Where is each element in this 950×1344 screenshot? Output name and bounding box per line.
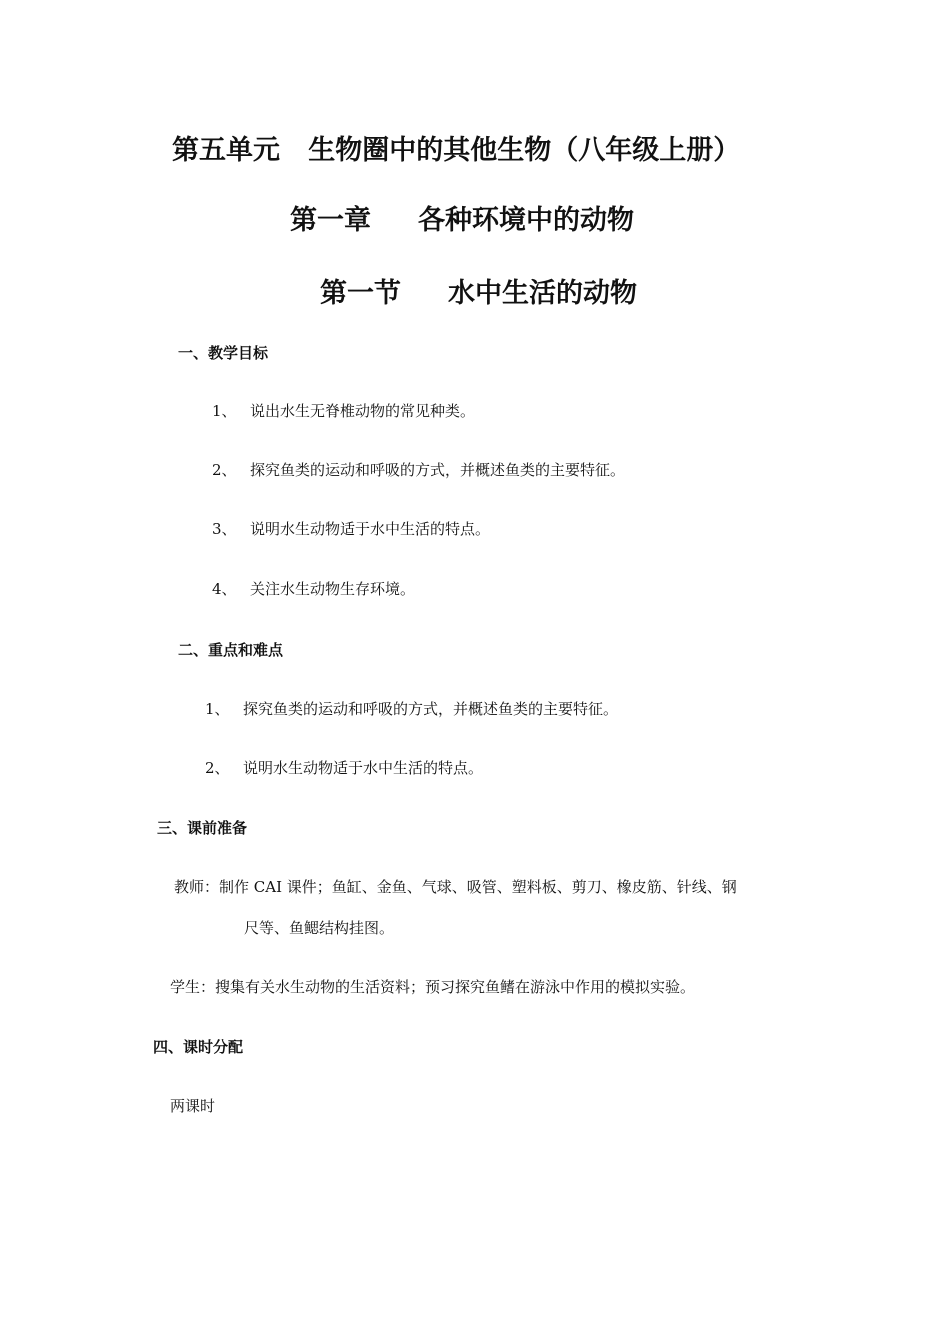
- key-point-number: 1、: [205, 700, 230, 718]
- chapter-title: 第一章 各种环境中的动物: [290, 205, 634, 236]
- teacher-prep-line2: 尺等、鱼鳃结构挂图。: [244, 919, 395, 937]
- section-title: 第一节 水中生活的动物: [320, 278, 637, 309]
- goal-number: 1、: [212, 402, 237, 420]
- goals-heading: 一、教学目标: [178, 344, 269, 362]
- goal-text: 关注水生动物生存环境。: [250, 580, 416, 598]
- goal-text: 探究鱼类的运动和呼吸的方式，并概述鱼类的主要特征。: [250, 461, 626, 479]
- unit-title: 第五单元 生物圈中的其他生物（八年级上册）: [172, 135, 741, 166]
- key-points-heading: 二、重点和难点: [178, 641, 284, 659]
- goal-text: 说明水生动物适于水中生活的特点。: [250, 520, 491, 538]
- teacher-prep-line1: 教师：制作 CAI 课件；鱼缸、金鱼、气球、吸管、塑料板、剪刀、橡皮筋、针线、钢: [174, 878, 737, 896]
- preparation-heading: 三、课前准备: [157, 819, 248, 837]
- goal-text: 说出水生无脊椎动物的常见种类。: [250, 402, 476, 420]
- key-point-number: 2、: [205, 759, 230, 777]
- goal-number: 3、: [212, 520, 237, 538]
- goal-number: 2、: [212, 461, 237, 479]
- key-point-text: 说明水生动物适于水中生活的特点。: [243, 759, 484, 777]
- goal-number: 4、: [212, 580, 237, 598]
- schedule-heading: 四、课时分配: [153, 1038, 244, 1056]
- student-prep-line: 学生：搜集有关水生动物的生活资料；预习探究鱼鳍在游泳中作用的模拟实验。: [170, 978, 696, 996]
- key-point-text: 探究鱼类的运动和呼吸的方式，并概述鱼类的主要特征。: [243, 700, 619, 718]
- schedule-text: 两课时: [170, 1097, 216, 1115]
